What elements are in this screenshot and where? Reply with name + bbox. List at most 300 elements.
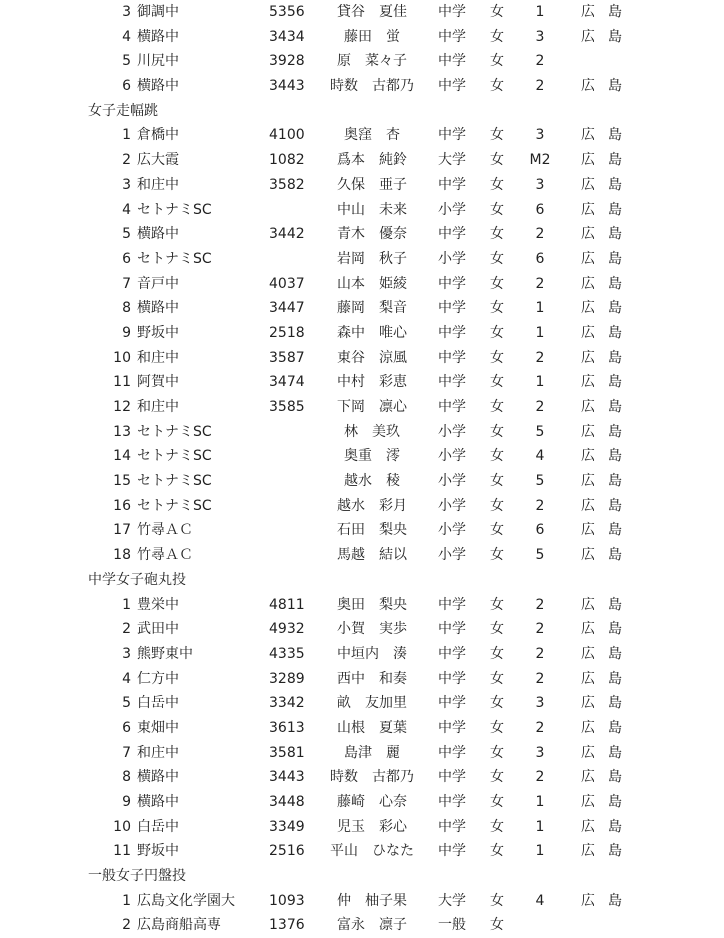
entry-level: 中学 <box>438 794 466 810</box>
entry-pref: 広島 <box>581 843 635 860</box>
entry-name: 馬越 結以 <box>337 547 407 564</box>
entry-level: 中学 <box>438 324 466 341</box>
entry-level: 小学 <box>438 448 466 465</box>
entry-no: 8 <box>122 300 131 317</box>
entry-level: 小学 <box>438 473 466 490</box>
entry-school: 熊野東中 <box>137 645 193 662</box>
entry-name: 島津 麗 <box>344 744 400 761</box>
entry-no: 5 <box>122 53 131 70</box>
entry-level: 中学 <box>438 226 466 243</box>
entry-no: 6 <box>122 78 131 95</box>
entry-no: 11 <box>113 374 131 391</box>
entry-bib: 3447 <box>269 300 305 317</box>
entry-school: 広大霞 <box>137 152 179 169</box>
entry-school: 豊栄中 <box>137 596 179 613</box>
entry-bib: 4335 <box>269 645 305 662</box>
entry-row <box>0 913 724 938</box>
entry-school: 武田中 <box>137 621 179 638</box>
entry-school: セトナミSC <box>137 497 212 514</box>
entry-grade: 3 <box>535 176 545 193</box>
entry-pref: 広島 <box>581 275 635 292</box>
entry-level: 中学 <box>438 843 466 860</box>
entry-no: 17 <box>113 522 131 539</box>
entry-bib: 3928 <box>269 53 305 70</box>
entry-sex: 女 <box>490 818 504 835</box>
entry-sex: 女 <box>490 892 504 909</box>
entry-row <box>0 247 724 272</box>
entry-pref: 広島 <box>581 794 635 810</box>
entry-name: 中山 未来 <box>337 201 407 218</box>
entry-level: 一般 <box>438 917 466 934</box>
entry-school: 広島文化学園大 <box>137 892 235 909</box>
entry-grade: 5 <box>535 547 545 564</box>
entry-no: 9 <box>122 324 131 341</box>
entry-school: 和庄中 <box>137 399 179 415</box>
entry-grade: 6 <box>535 522 545 539</box>
entry-row <box>0 617 724 642</box>
entry-name: 山根 夏葉 <box>337 719 407 736</box>
entry-no: 2 <box>122 621 131 638</box>
entry-name: 原 菜々子 <box>337 53 407 70</box>
entry-row <box>0 420 724 445</box>
entry-row <box>0 25 724 50</box>
entry-grade: 2 <box>535 226 545 243</box>
entry-sex: 女 <box>490 275 504 292</box>
entry-level: 中学 <box>438 4 466 20</box>
entry-sex: 女 <box>490 28 504 45</box>
entry-row <box>0 543 724 568</box>
entry-sex: 女 <box>490 645 504 662</box>
entry-sex: 女 <box>490 176 504 193</box>
entry-name: 中村 彩恵 <box>337 374 407 391</box>
entry-level: 中学 <box>438 28 466 45</box>
entry-row <box>0 642 724 667</box>
entry-sex: 女 <box>490 744 504 761</box>
entry-bib: 4932 <box>269 621 305 638</box>
entry-row <box>0 518 724 543</box>
entry-bib: 3342 <box>269 695 305 712</box>
entry-name: 東谷 涼風 <box>337 349 407 366</box>
entry-no: 10 <box>113 349 131 366</box>
entry-grade: 1 <box>535 818 545 835</box>
entry-grade: 5 <box>535 423 545 440</box>
entry-bib: 3581 <box>269 744 305 761</box>
event-heading: 女子走幅跳 <box>88 102 158 119</box>
entry-name: 下岡 凛心 <box>337 399 407 415</box>
entry-level: 中学 <box>438 744 466 761</box>
entry-pref: 広島 <box>581 448 635 465</box>
entry-sex: 女 <box>490 769 504 786</box>
entry-level: 中学 <box>438 349 466 366</box>
entry-grade: 2 <box>535 497 545 514</box>
entry-no: 1 <box>122 596 131 613</box>
entry-row <box>0 296 724 321</box>
entry-row <box>0 321 724 346</box>
entry-level: 中学 <box>438 300 466 317</box>
entry-pref: 広島 <box>581 4 635 20</box>
entry-sex: 女 <box>490 917 504 934</box>
entry-name: 爲本 純鈴 <box>337 152 407 169</box>
entry-level: 小学 <box>438 497 466 514</box>
entry-level: 中学 <box>438 127 466 144</box>
entry-school: 音戸中 <box>137 275 179 292</box>
entry-sex: 女 <box>490 448 504 465</box>
entry-name: 仲 柚子果 <box>337 892 407 909</box>
entry-sex: 女 <box>490 300 504 317</box>
entry-school: 和庄中 <box>137 349 179 366</box>
entry-no: 16 <box>113 497 131 514</box>
entry-row <box>0 593 724 618</box>
entry-no: 3 <box>122 645 131 662</box>
entry-pref: 広島 <box>581 374 635 391</box>
entry-pref: 広島 <box>581 596 635 613</box>
entry-level: 中学 <box>438 621 466 638</box>
entry-level: 小学 <box>438 201 466 218</box>
entry-sex: 女 <box>490 497 504 514</box>
entry-no: 18 <box>113 547 131 564</box>
entry-name: 西中 和奏 <box>337 670 407 687</box>
entry-row <box>0 839 724 864</box>
entry-no: 7 <box>122 275 131 292</box>
entry-grade: 6 <box>535 201 545 218</box>
entry-grade: 6 <box>535 250 545 267</box>
entry-name: 時数 古都乃 <box>330 78 414 95</box>
entry-pref: 広島 <box>581 201 635 218</box>
entry-sex: 女 <box>490 423 504 440</box>
entry-school: 竹尋ＡＣ <box>137 547 193 564</box>
entry-no: 15 <box>113 473 131 490</box>
entry-pref: 広島 <box>581 324 635 341</box>
entry-grade: 2 <box>535 275 545 292</box>
entry-level: 小学 <box>438 522 466 539</box>
entry-bib: 4811 <box>269 596 305 613</box>
entry-pref: 広島 <box>581 152 635 169</box>
entry-school: セトナミSC <box>137 201 212 218</box>
entry-pref: 広島 <box>581 250 635 267</box>
entry-grade: 3 <box>535 744 545 761</box>
entry-no: 4 <box>122 201 131 218</box>
entry-sex: 女 <box>490 719 504 736</box>
entry-pref: 広島 <box>581 349 635 366</box>
entry-name: 平山 ひなた <box>330 843 414 860</box>
entry-name: 越水 彩月 <box>337 497 407 514</box>
entry-name: 石田 梨央 <box>337 522 407 539</box>
entry-name: 中垣内 湊 <box>337 645 407 662</box>
event-heading: 中学女子砲丸投 <box>88 571 186 588</box>
entry-no: 2 <box>122 152 131 169</box>
event-heading: 一般女子円盤投 <box>88 868 186 885</box>
entry-grade: 3 <box>535 695 545 712</box>
entry-school: 野坂中 <box>137 324 179 341</box>
entry-name: 奥田 梨央 <box>337 596 407 613</box>
entry-bib: 3443 <box>269 769 305 786</box>
entry-grade: 2 <box>535 769 545 786</box>
entry-bib: 3613 <box>269 719 305 736</box>
entry-level: 中学 <box>438 596 466 613</box>
entry-row <box>0 74 724 99</box>
entry-grade: M2 <box>529 152 551 169</box>
entry-name: 畝 友加里 <box>337 695 407 712</box>
entry-grade: 5 <box>535 473 545 490</box>
entry-sex: 女 <box>490 226 504 243</box>
entry-grade: 1 <box>535 374 545 391</box>
entry-level: 中学 <box>438 399 466 415</box>
entry-grade: 2 <box>535 349 545 366</box>
entry-bib: 3585 <box>269 399 305 415</box>
entry-grade: 2 <box>535 719 545 736</box>
entry-pref: 広島 <box>581 621 635 638</box>
entry-pref: 広島 <box>581 645 635 662</box>
entry-name: 林 美玖 <box>344 423 400 440</box>
entry-row <box>0 49 724 74</box>
entry-level: 中学 <box>438 645 466 662</box>
entry-grade: 3 <box>535 28 545 45</box>
entry-name: 藤岡 梨音 <box>337 300 407 317</box>
entry-bib: 3349 <box>269 818 305 835</box>
entry-no: 1 <box>122 127 131 144</box>
entry-pref: 広島 <box>581 300 635 317</box>
entry-name: 岩岡 秋子 <box>337 250 407 267</box>
entry-row <box>0 346 724 371</box>
entry-school: 広島商船高専 <box>137 917 221 934</box>
entry-sex: 女 <box>490 794 504 810</box>
entry-sex: 女 <box>490 621 504 638</box>
entry-row <box>0 370 724 395</box>
entry-pref: 広島 <box>581 497 635 514</box>
entry-no: 2 <box>122 917 131 934</box>
entry-row <box>0 469 724 494</box>
entry-no: 8 <box>122 769 131 786</box>
entry-name: 富永 凛子 <box>337 917 407 934</box>
entry-school: 川尻中 <box>137 53 179 70</box>
entry-no: 6 <box>122 250 131 267</box>
entry-bib: 3582 <box>269 176 305 193</box>
entry-grade: 2 <box>535 53 545 70</box>
entry-school: セトナミSC <box>137 250 212 267</box>
entry-sex: 女 <box>490 670 504 687</box>
entry-grade: 1 <box>535 324 545 341</box>
entry-name: 久保 亜子 <box>337 176 407 193</box>
entry-pref: 広島 <box>581 695 635 712</box>
entry-no: 9 <box>122 794 131 810</box>
entry-no: 12 <box>113 399 131 415</box>
entry-pref: 広島 <box>581 473 635 490</box>
entry-name: 山本 姫綾 <box>337 275 407 292</box>
entry-row <box>0 272 724 297</box>
entry-level: 中学 <box>438 719 466 736</box>
entry-name: 児玉 彩心 <box>337 818 407 835</box>
entry-sex: 女 <box>490 127 504 144</box>
entry-grade: 3 <box>535 127 545 144</box>
entry-grade: 1 <box>535 4 545 20</box>
entry-grade: 2 <box>535 596 545 613</box>
entry-pref: 広島 <box>581 127 635 144</box>
entry-sex: 女 <box>490 324 504 341</box>
entry-name: 藤田 蛍 <box>344 28 400 45</box>
entry-row <box>0 444 724 469</box>
entry-bib: 4037 <box>269 275 305 292</box>
entry-row <box>0 815 724 840</box>
entry-name: 藤崎 心奈 <box>337 794 407 810</box>
entry-school: 横路中 <box>137 769 179 786</box>
entry-sex: 女 <box>490 522 504 539</box>
entry-level: 中学 <box>438 78 466 95</box>
entry-sex: 女 <box>490 695 504 712</box>
entry-bib: 1093 <box>269 892 305 909</box>
entry-school: 和庄中 <box>137 744 179 761</box>
entry-school: 白岳中 <box>137 818 179 835</box>
entry-no: 5 <box>122 695 131 712</box>
entry-level: 中学 <box>438 275 466 292</box>
entry-sex: 女 <box>490 473 504 490</box>
entry-sex: 女 <box>490 78 504 95</box>
entry-level: 中学 <box>438 769 466 786</box>
entry-sex: 女 <box>490 374 504 391</box>
entry-bib: 3442 <box>269 226 305 243</box>
entry-grade: 2 <box>535 78 545 95</box>
entry-pref: 広島 <box>581 892 635 909</box>
entry-level: 中学 <box>438 670 466 687</box>
entry-no: 5 <box>122 226 131 243</box>
entry-level: 大学 <box>438 892 466 909</box>
entry-no: 3 <box>122 176 131 193</box>
entry-grade: 4 <box>535 892 545 909</box>
entry-no: 14 <box>113 448 131 465</box>
entry-grade: 2 <box>535 621 545 638</box>
entry-school: 倉橋中 <box>137 127 179 144</box>
entry-level: 小学 <box>438 423 466 440</box>
entry-name: 奥窪 杏 <box>344 127 400 144</box>
entry-grade: 2 <box>535 645 545 662</box>
entry-school: 阿賀中 <box>137 374 179 391</box>
entry-name: 小賀 実歩 <box>337 621 407 638</box>
entry-pref: 広島 <box>581 744 635 761</box>
entry-grade: 2 <box>535 670 545 687</box>
entry-pref: 広島 <box>581 547 635 564</box>
entry-pref: 広島 <box>581 28 635 45</box>
entry-row <box>0 123 724 148</box>
entry-sex: 女 <box>490 843 504 860</box>
entry-level: 小学 <box>438 250 466 267</box>
entry-school: 横路中 <box>137 794 179 810</box>
entry-row <box>0 198 724 223</box>
entry-pref: 広島 <box>581 399 635 415</box>
entry-row <box>0 741 724 766</box>
entry-row <box>0 790 724 815</box>
entry-row <box>0 765 724 790</box>
entry-bib: 3434 <box>269 28 305 45</box>
entry-no: 4 <box>122 670 131 687</box>
entry-name: 貸谷 夏佳 <box>337 4 407 20</box>
entry-school: セトナミSC <box>137 423 212 440</box>
entry-level: 中学 <box>438 53 466 70</box>
entry-sex: 女 <box>490 547 504 564</box>
entry-school: 野坂中 <box>137 843 179 860</box>
entry-grade: 2 <box>535 399 545 415</box>
entry-level: 中学 <box>438 695 466 712</box>
entry-row <box>0 716 724 741</box>
entry-row <box>0 494 724 519</box>
entry-row <box>0 395 724 420</box>
entry-grade: 1 <box>535 794 545 810</box>
entry-bib: 3289 <box>269 670 305 687</box>
entry-school: 竹尋ＡＣ <box>137 522 193 539</box>
entry-sex: 女 <box>490 349 504 366</box>
entry-school: 横路中 <box>137 300 179 317</box>
entry-no: 1 <box>122 892 131 909</box>
entry-no: 4 <box>122 28 131 45</box>
entry-school: セトナミSC <box>137 448 212 465</box>
entry-row <box>0 691 724 716</box>
entry-school: 御調中 <box>137 4 179 20</box>
entry-bib: 5356 <box>269 4 305 20</box>
entry-row <box>0 222 724 247</box>
entry-name: 森中 唯心 <box>337 324 407 341</box>
entry-grade: 4 <box>535 448 545 465</box>
entry-pref: 広島 <box>581 176 635 193</box>
entry-bib: 1376 <box>269 917 305 934</box>
entry-level: 小学 <box>438 547 466 564</box>
entry-pref: 広島 <box>581 78 635 95</box>
entry-bib: 1082 <box>269 152 305 169</box>
entry-sex: 女 <box>490 201 504 218</box>
entry-school: 横路中 <box>137 78 179 95</box>
entry-school: 横路中 <box>137 226 179 243</box>
entry-no: 10 <box>113 818 131 835</box>
entry-sex: 女 <box>490 399 504 415</box>
entry-name: 時数 古都乃 <box>330 769 414 786</box>
entry-row <box>0 889 724 914</box>
entry-row <box>0 148 724 173</box>
entry-level: 中学 <box>438 176 466 193</box>
entry-bib: 3448 <box>269 794 305 810</box>
entry-pref: 広島 <box>581 769 635 786</box>
entry-school: 横路中 <box>137 28 179 45</box>
entry-level: 中学 <box>438 818 466 835</box>
entry-level: 大学 <box>438 152 466 169</box>
entry-bib: 4100 <box>269 127 305 144</box>
entry-bib: 3474 <box>269 374 305 391</box>
entry-grade: 1 <box>535 300 545 317</box>
entry-sex: 女 <box>490 250 504 267</box>
entry-pref: 広島 <box>581 670 635 687</box>
entry-school: 東畑中 <box>137 719 179 736</box>
entry-sex: 女 <box>490 152 504 169</box>
entry-school: 白岳中 <box>137 695 179 712</box>
entry-bib: 3443 <box>269 78 305 95</box>
entry-row <box>0 0 724 25</box>
entry-bib: 3587 <box>269 349 305 366</box>
entry-pref: 広島 <box>581 719 635 736</box>
entry-no: 7 <box>122 744 131 761</box>
entry-pref: 広島 <box>581 226 635 243</box>
entry-name: 青木 優奈 <box>337 226 407 243</box>
entry-row <box>0 667 724 692</box>
entry-level: 中学 <box>438 374 466 391</box>
entry-sex: 女 <box>490 4 504 20</box>
entry-sex: 女 <box>490 596 504 613</box>
entry-bib: 2516 <box>269 843 305 860</box>
entry-no: 11 <box>113 843 131 860</box>
entry-no: 3 <box>122 4 131 20</box>
entry-grade: 1 <box>535 843 545 860</box>
entry-school: 和庄中 <box>137 176 179 193</box>
entry-pref: 広島 <box>581 423 635 440</box>
entry-name: 越水 稜 <box>344 473 400 490</box>
entry-pref: 広島 <box>581 522 635 539</box>
entry-pref: 広島 <box>581 818 635 835</box>
entry-school: 仁方中 <box>137 670 179 687</box>
